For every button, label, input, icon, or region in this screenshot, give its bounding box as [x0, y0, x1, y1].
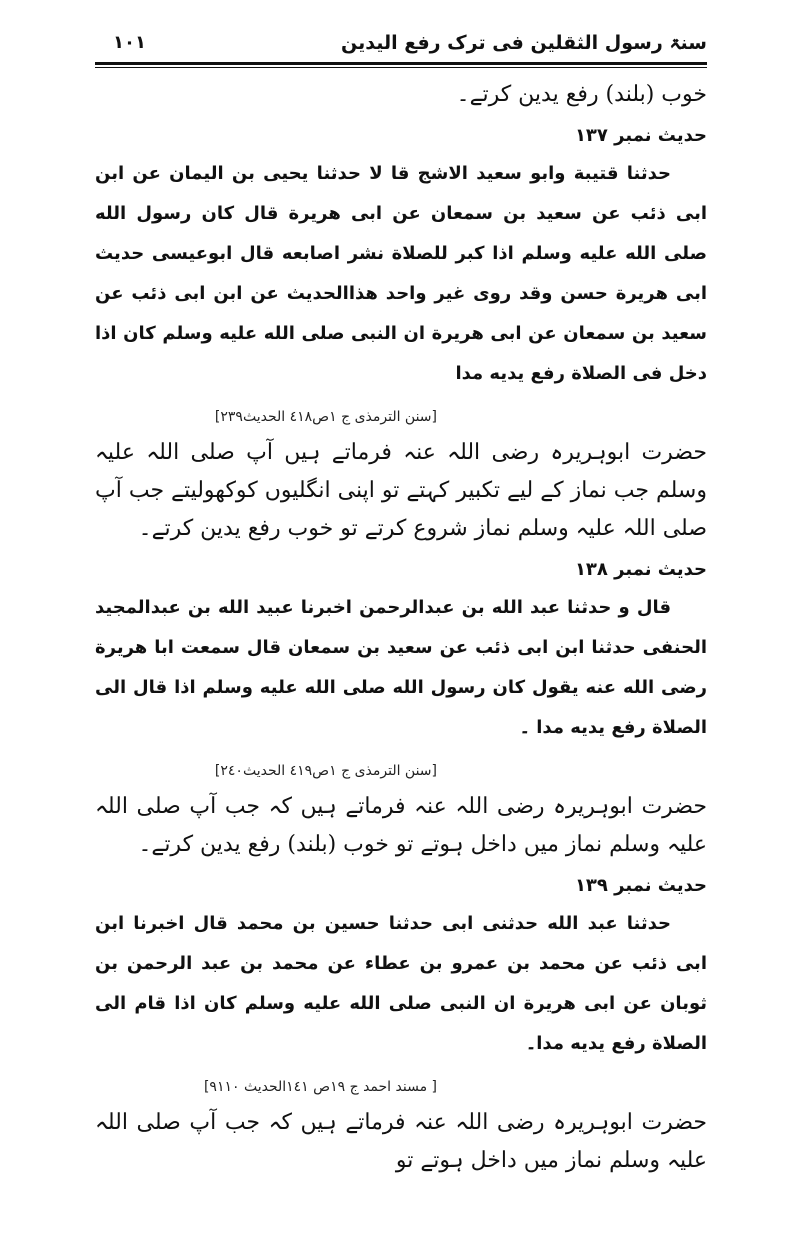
hadith-reference-138: [سنن الترمذی ج ١ص٤١٩ الحدیث٢٤٠] — [214, 763, 437, 779]
page-header — [95, 30, 707, 60]
arabic-hadith-text-137: حدثنا قتيبة وابو سعيد الاشج قا لا حدثنا يحيى بن اليمان عن ابن ابى ذئب عن سعيد بن سمعان عن ابى هريرة قال كان رسول الله صلى الله عليه وسلم اذا كبر للصلاة نشر اصابعه قال ابوعيسى حديث ابى هريرة حسن وقد روى غير واحد هذاالحديث عن ابن ابى ذئب عن سعيد بن سمعان عن ابى هريرة ان النبى صلى الله عليه وسلم كان اذا دخل فى الصلاة رفع يديه مدا — [95, 163, 707, 384]
urdu-translation-continued: خوب (بلند) رفع یدین کرتے۔ — [456, 82, 707, 107]
page-body — [95, 72, 707, 1186]
page-number: ١٠١ — [113, 32, 146, 53]
running-title: سنۃ رسول الثقلین فی ترک رفع الیدین — [340, 32, 707, 54]
hadith-heading-137: حدیث نمبر ١٣٧ — [574, 125, 707, 146]
urdu-translation-139: حضرت ابوہریرہ رضی اللہ عنہ فرماتے ہیں کہ جب آپ صلی اللہ علیہ وسلم نماز میں داخل ہوتے تو — [95, 1110, 707, 1173]
hadith-heading-138: حدیث نمبر ١٣٨ — [574, 559, 707, 580]
hadith-reference-139: [ مسند احمد ج ١٩ص ١٤١الحدیث ٩١١٠] — [203, 1079, 437, 1095]
header-rule-thin — [95, 67, 707, 68]
arabic-hadith-text-138: قال و حدثنا عبد الله بن عبدالرحمن اخبرنا عبيد الله بن عبدالمجيد الحنفى حدثنا ابن ابى ذئب عن سعيد بن سمعان قال سمعت ابا هريرة رضی الله عنه يقول كان رسول الله صلى الله عليه وسلم اذا قال الى الصلاة رفع يديه مدا ۔ — [95, 597, 707, 738]
hadith-heading-139: حدیث نمبر ١٣٩ — [574, 875, 707, 896]
urdu-translation-138: حضرت ابوہریرہ رضی اللہ عنہ فرماتے ہیں کہ جب آپ صلی اللہ علیہ وسلم نماز میں داخل ہوتے تو خوب (بلند) رفع یدین کرتے۔ — [95, 794, 707, 857]
urdu-translation-137: حضرت ابوہریرہ رضی اللہ عنہ فرماتے ہیں آپ صلی اللہ علیہ وسلم جب نماز کے لیے تکبیر کہتے تو اپنی انگلیوں کوکھولیتے جب آپ صلی اللہ علیہ وسلم نماز شروع کرتے تو خوب رفع یدین کرتے۔ — [95, 440, 707, 541]
arabic-hadith-text-139: حدثنا عبد الله حدثنى ابى حدثنا حسين بن محمد قال اخبرنا ابن ابى ذئب عن محمد بن عمرو بن عطاء عن محمد بن عبد الرحمن بن ثوبان عن ابى هريرة ان النبى صلى الله عليه وسلم كان اذا قام الى الصلاة رفع يديه مدا۔ — [95, 913, 707, 1054]
header-rule-thick — [95, 62, 707, 65]
hadith-reference-137: [سنن الترمذی ج ١ص٤١٨ الحدیث٢٣٩] — [214, 409, 437, 425]
